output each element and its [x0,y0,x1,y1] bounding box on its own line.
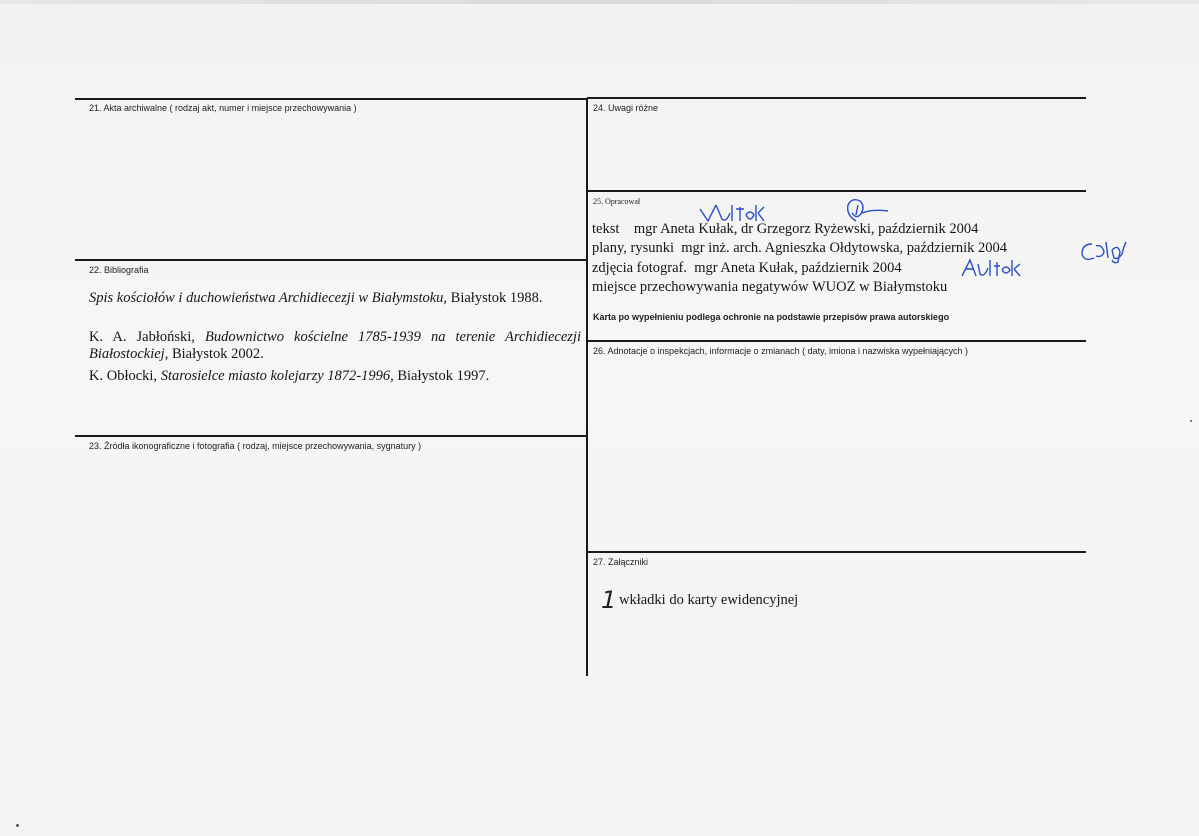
bibliography-1-title: Spis kościołów i duchowieństwa Archidiecezji w Białymstoku, [89,290,448,306]
author-line-photos: zdjęcia fotograf. mgr Aneta Kułak, październik 2004 [592,260,902,276]
rule-25-top [587,190,1086,192]
signature-ryzewski [840,195,892,227]
center-divider [586,98,588,676]
rule-top-left [75,98,587,100]
signature-kulak-top [696,199,766,229]
copyright-note: Karta po wypełnieniu podlega ochronie na podstawie przepisów prawa autorskiego [593,312,950,322]
bibliography-3-author: K. Obłocki, [89,368,161,384]
bibliography-3-title: Starosielce miasto kolejarzy 1872-1996, [160,368,394,384]
bibliography-2-place: Białystok 2002. [168,346,264,362]
bibliography-entry-1 [89,290,581,307]
author-line-text: tekst mgr Aneta Kułak, dr Grzegorz Ryżewski, październik 2004 [592,221,979,237]
rule-22-top [75,259,587,261]
attachment-count: 1 [598,586,620,614]
rule-26-top [587,340,1086,342]
bibliography-entry-3 [89,368,489,385]
bibliography-3-place: Białystok 1997. [393,368,490,384]
bibliography-1-place: Białystok 1988. [447,290,543,306]
bibliography-entry-2 [89,329,581,363]
signature-kulak-photos [960,256,1022,280]
scan-speck [1190,420,1192,422]
section-21-header: 21. Akta archiwalne ( rodzaj akt, numer i miejsce przechowywania ) [89,103,357,113]
bibliography-2-author: K. A. Jabłoński, [89,329,206,345]
section-25-header: 25. Opracował [593,197,641,206]
section-23-header: 23. Źródła ikonograficzne i fotografia ( rodzaj, miejsce przechowywania, sygnatury ) [89,441,422,451]
rule-27-top [587,551,1086,553]
signature-oldytowska [1078,236,1128,266]
section-22-header: 22. Bibliografia [89,265,149,275]
section-24-header: 24. Uwagi różne [593,103,659,113]
rule-top-right [587,97,1086,99]
negatives-storage-line: miejsce przechowywania negatywów WUOZ w Białymstoku [592,279,948,295]
section-27-header: 27. Załączniki [593,557,649,567]
scan-top-edge [0,0,1199,4]
section-26-header: 26. Adnotacje o inspekcjach, informacje o zmianach ( daty, imiona i nazwiska wypełniających ) [593,346,969,356]
attachment-description: wkładki do karty ewidencyjnej [619,592,799,608]
bibliography-2-title: Budownictwo kościelne 1785-1939 na terenie Archidiecezji Białostockiej, [89,329,582,362]
rule-23-top [75,435,587,437]
author-line-plans: plany, rysunki mgr inż. arch. Agnieszka Ołdytowska, październik 2004 [592,240,1008,256]
scan-speck [16,824,19,827]
